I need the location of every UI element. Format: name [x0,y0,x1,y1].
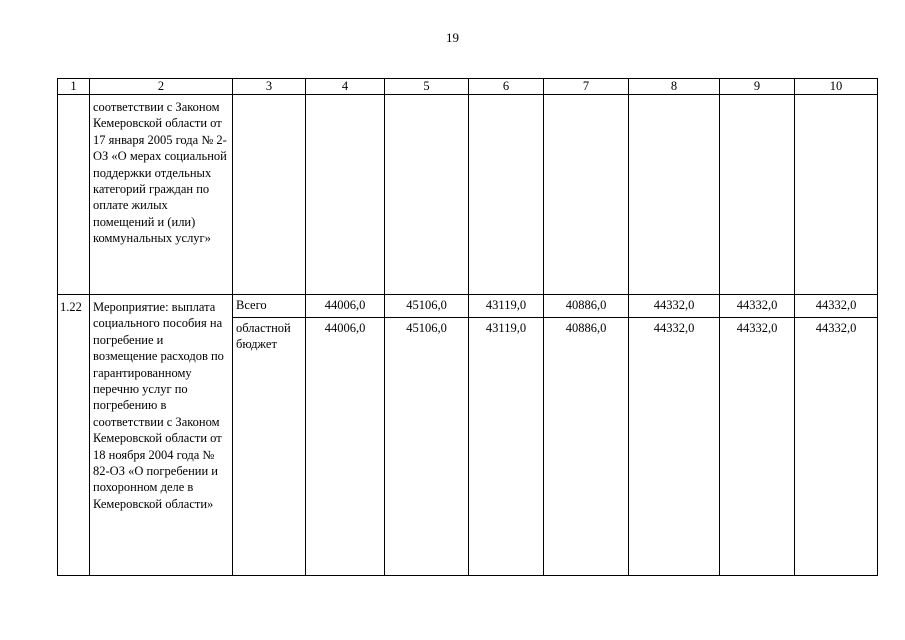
column-header: 9 [720,79,795,95]
column-header-row [58,79,878,95]
page-number: 19 [446,30,459,45]
continuation-row [58,95,878,295]
column-header: 3 [233,79,306,95]
column-header: 8 [629,79,720,95]
empty-cell [720,95,795,295]
column-header: 7 [544,79,629,95]
amount-cell: 44332,0 [629,318,720,576]
empty-cell [306,95,385,295]
row-index [58,95,90,295]
amount-cell: 44006,0 [306,295,385,318]
measure-description: Мероприятие: выплата социального пособия на погребение и возмещение расходов по гарантированному перечню услуг по погребению в соответствии с Законом Кемеровской области от 18 ноября 2004 года № 82-ОЗ «О погребении и похоронном деле в Кемеровской области» [90,295,233,576]
amount-cell: 44332,0 [795,318,878,576]
column-header: 4 [306,79,385,95]
amount-cell: 43119,0 [469,295,544,318]
empty-cell [469,95,544,295]
funding-source: Всего [233,295,306,318]
amount-cell: 40886,0 [544,318,629,576]
funding-table [57,78,878,576]
amount-cell: 44332,0 [720,318,795,576]
column-header: 6 [469,79,544,95]
table-row-total [58,295,878,318]
column-header: 1 [58,79,90,95]
measure-description: соответствии с Законом Кемеровской области от 17 января 2005 года № 2-ОЗ «О мерах социальной поддержки отдельных категорий граждан по оплате жилых помещений и (или) коммунальных услуг» [90,95,233,295]
empty-cell [385,95,469,295]
empty-cell [795,95,878,295]
amount-cell: 40886,0 [544,295,629,318]
funding-source: областной бюджет [233,318,306,576]
column-header: 10 [795,79,878,95]
column-header: 2 [90,79,233,95]
empty-cell [544,95,629,295]
amount-cell: 44332,0 [795,295,878,318]
column-header: 5 [385,79,469,95]
empty-cell [629,95,720,295]
amount-cell: 44332,0 [629,295,720,318]
row-index: 1.22 [58,295,90,576]
amount-cell: 44332,0 [720,295,795,318]
amount-cell: 44006,0 [306,318,385,576]
empty-cell [233,95,306,295]
amount-cell: 45106,0 [385,318,469,576]
amount-cell: 45106,0 [385,295,469,318]
amount-cell: 43119,0 [469,318,544,576]
